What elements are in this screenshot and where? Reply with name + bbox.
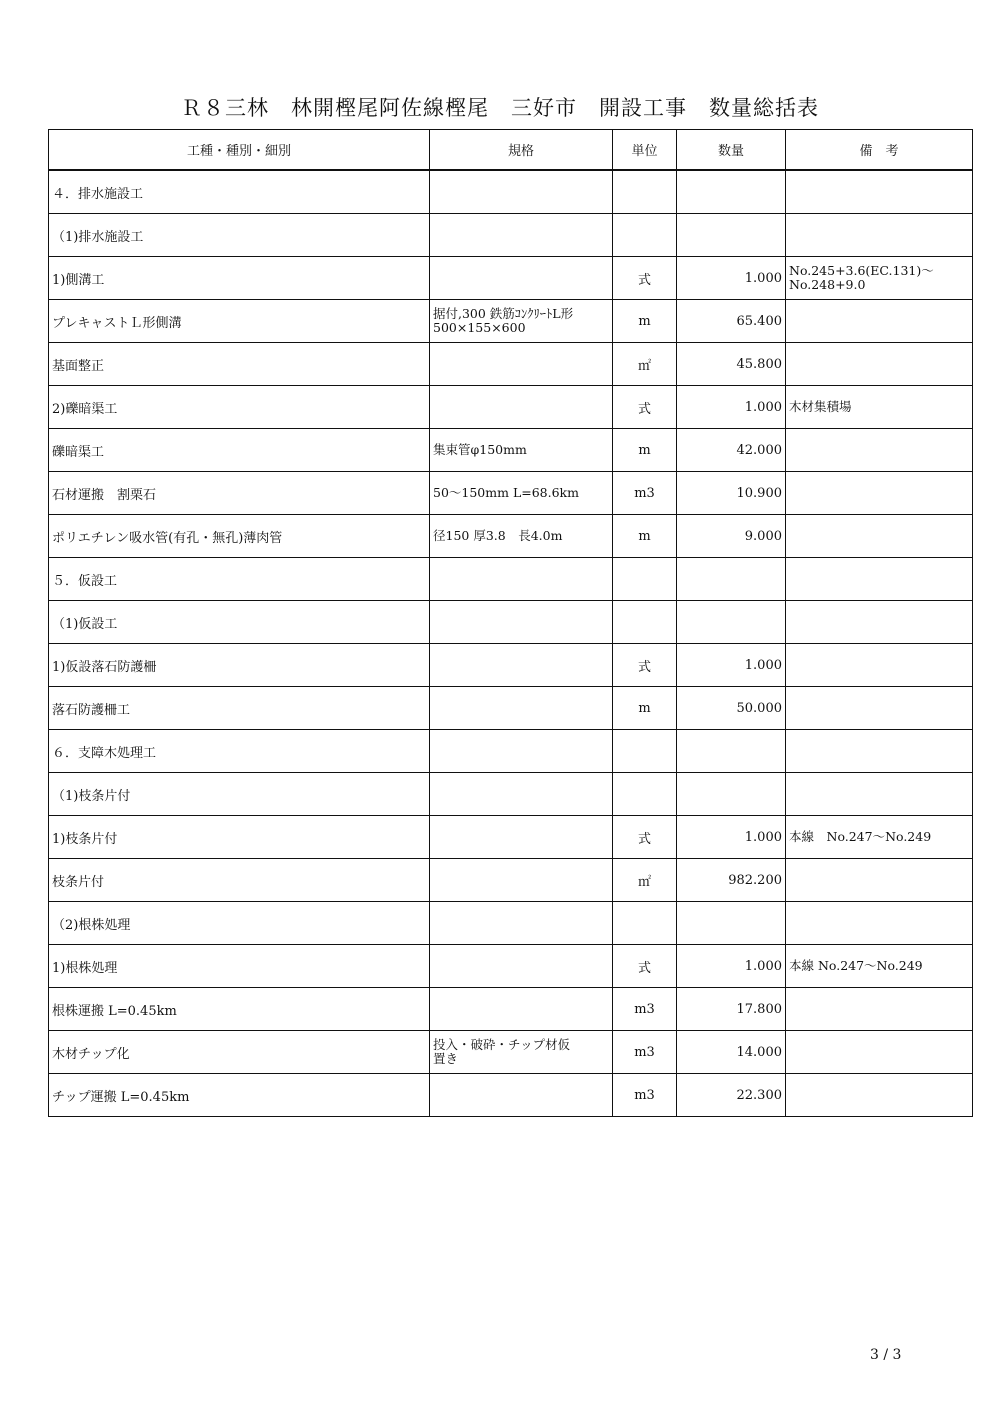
cell-remarks [786,902,973,945]
table-row [49,558,973,601]
table-row [49,343,973,386]
cell-work-type: 礫暗渠工 [49,429,430,472]
cell-unit: 式 [613,644,677,687]
cell-unit: 式 [613,257,677,300]
cell-unit [613,773,677,816]
cell-remarks [786,687,973,730]
cell-unit [613,170,677,214]
cell-quantity: 1.000 [677,386,786,429]
cell-unit: m3 [613,1074,677,1117]
cell-quantity [677,730,786,773]
table-row [49,730,973,773]
cell-work-type: （1)仮設工 [49,601,430,644]
table-row [49,300,973,343]
cell-unit: m3 [613,1031,677,1074]
cell-spec: 集束管φ150mm [430,429,613,472]
header-unit: 単位 [613,130,677,171]
header-quantity: 数量 [677,130,786,171]
header-work-type: 工種・種別・細別 [49,130,430,171]
header-spec: 規格 [430,130,613,171]
cell-quantity: 9.000 [677,515,786,558]
cell-unit: m3 [613,988,677,1031]
table-row [49,1031,973,1074]
cell-quantity: 10.900 [677,472,786,515]
cell-work-type: プレキャストＬ形側溝 [49,300,430,343]
cell-unit [613,214,677,257]
cell-work-type: 1)側溝工 [49,257,430,300]
cell-unit: 式 [613,945,677,988]
table-row [49,988,973,1031]
table-row [49,386,973,429]
cell-spec: 投入・破砕・チップ材仮 置き [430,1031,613,1074]
cell-spec: 径150 厚3.8 長4.0m [430,515,613,558]
table-row [49,859,973,902]
cell-spec [430,558,613,601]
header-row [49,130,973,171]
cell-work-type: 1)根株処理 [49,945,430,988]
table-row [49,945,973,988]
cell-remarks [786,515,973,558]
cell-work-type: 基面整正 [49,343,430,386]
cell-unit: m [613,429,677,472]
cell-work-type: 2)礫暗渠工 [49,386,430,429]
cell-spec [430,257,613,300]
cell-unit [613,558,677,601]
cell-spec [430,859,613,902]
cell-work-type: チップ運搬 L=0.45km [49,1074,430,1117]
cell-spec [430,644,613,687]
table-row [49,170,973,214]
cell-quantity: 65.400 [677,300,786,343]
cell-spec [430,601,613,644]
table-row [49,257,973,300]
cell-work-type: ４．排水施設工 [49,170,430,214]
table-row [49,601,973,644]
cell-unit: m [613,687,677,730]
cell-spec [430,170,613,214]
cell-remarks [786,429,973,472]
cell-quantity: 50.000 [677,687,786,730]
table-row [49,1074,973,1117]
cell-remarks [786,300,973,343]
cell-remarks [786,558,973,601]
document-title: Ｒ８三林 林開樫尾阿佐線樫尾 三好市 開設工事 数量総括表 [181,96,819,120]
table-row [49,816,973,859]
page-number: 3 / 3 [870,1347,902,1363]
cell-quantity [677,773,786,816]
cell-unit: m [613,300,677,343]
cell-remarks [786,214,973,257]
cell-work-type: 根株運搬 L=0.45km [49,988,430,1031]
table-row [49,429,973,472]
cell-quantity [677,170,786,214]
cell-spec [430,902,613,945]
cell-quantity [677,214,786,257]
cell-remarks [786,1074,973,1117]
cell-unit [613,730,677,773]
cell-spec: 50～150mm L=68.6km [430,472,613,515]
cell-work-type: （1)枝条片付 [49,773,430,816]
header-remarks: 備 考 [786,130,973,171]
cell-remarks [786,170,973,214]
cell-work-type: 1)枝条片付 [49,816,430,859]
cell-remarks: 本線 No.247～No.249 [786,945,973,988]
cell-quantity: 1.000 [677,945,786,988]
table-row [49,214,973,257]
cell-remarks [786,601,973,644]
cell-quantity: 1.000 [677,816,786,859]
cell-work-type: （2)根株処理 [49,902,430,945]
cell-spec [430,1074,613,1117]
cell-spec [430,687,613,730]
table-row [49,644,973,687]
cell-quantity [677,902,786,945]
cell-quantity [677,601,786,644]
cell-quantity: 1.000 [677,644,786,687]
cell-unit [613,902,677,945]
cell-unit: ㎡ [613,343,677,386]
quantity-summary-table [48,129,973,1117]
cell-spec [430,945,613,988]
cell-spec [430,386,613,429]
cell-quantity: 42.000 [677,429,786,472]
cell-work-type: ５．仮設工 [49,558,430,601]
cell-quantity: 45.800 [677,343,786,386]
cell-spec [430,816,613,859]
table-row [49,773,973,816]
cell-work-type: ポリエチレン吸水管(有孔・無孔)薄肉管 [49,515,430,558]
cell-spec: 据付,300 鉄筋ｺﾝｸﾘｰﾄL形 500×155×600 [430,300,613,343]
cell-unit [613,601,677,644]
cell-spec [430,773,613,816]
table-body [49,170,973,1117]
cell-remarks [786,343,973,386]
table-row [49,472,973,515]
cell-remarks [786,730,973,773]
cell-remarks: No.245+3.6(EC.131)～ No.248+9.0 [786,257,973,300]
table-row [49,902,973,945]
cell-unit: m3 [613,472,677,515]
cell-spec [430,343,613,386]
cell-remarks: 本線 No.247～No.249 [786,816,973,859]
cell-quantity [677,558,786,601]
cell-work-type: 石材運搬 割栗石 [49,472,430,515]
cell-remarks: 木材集積場 [786,386,973,429]
cell-unit: 式 [613,386,677,429]
cell-remarks [786,773,973,816]
cell-spec [430,730,613,773]
cell-remarks [786,1031,973,1074]
cell-work-type: 1)仮設落石防護柵 [49,644,430,687]
cell-work-type: 木材チップ化 [49,1031,430,1074]
cell-remarks [786,472,973,515]
cell-quantity: 17.800 [677,988,786,1031]
cell-spec [430,214,613,257]
cell-spec [430,988,613,1031]
cell-unit: m [613,515,677,558]
cell-unit: ㎡ [613,859,677,902]
cell-quantity: 22.300 [677,1074,786,1117]
cell-quantity: 14.000 [677,1031,786,1074]
table-header [49,130,973,171]
cell-remarks [786,644,973,687]
table-row [49,515,973,558]
cell-remarks [786,988,973,1031]
cell-unit: 式 [613,816,677,859]
cell-work-type: 枝条片付 [49,859,430,902]
cell-work-type: （1)排水施設工 [49,214,430,257]
table-row [49,687,973,730]
cell-quantity: 1.000 [677,257,786,300]
cell-remarks [786,859,973,902]
cell-quantity: 982.200 [677,859,786,902]
cell-work-type: ６．支障木処理工 [49,730,430,773]
cell-work-type: 落石防護柵工 [49,687,430,730]
